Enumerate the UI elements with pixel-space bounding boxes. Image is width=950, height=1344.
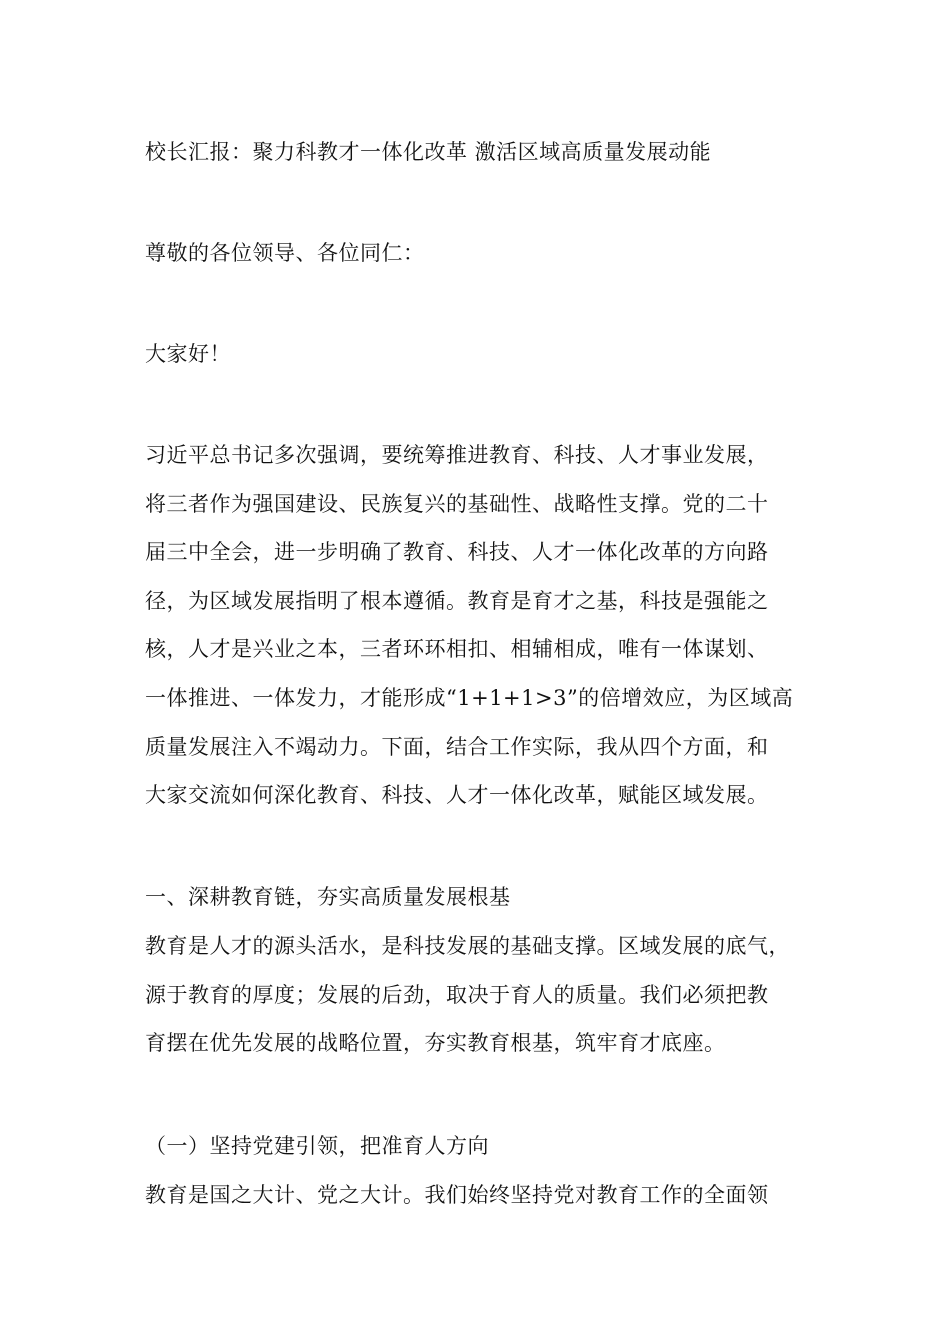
paragraph-line: 质量发展注入不竭动力。下面，结合工作实际，我从四个方面，和 xyxy=(145,734,769,759)
greeting: 大家好！ xyxy=(145,342,231,366)
intro-paragraph xyxy=(145,440,793,829)
paragraph-line: 习近平总书记多次强调，要统筹推进教育、科技、人才事业发展， xyxy=(145,443,769,467)
paragraph-line: 教育是人才的源头活水，是科技发展的基础支撑。区域发展的底气， xyxy=(145,934,790,958)
paragraph-line: 将三者作为强国建设、民族复兴的基础性、战略性支撑。党的二十 xyxy=(145,491,769,516)
paragraph-line: 教育是国之大计、党之大计。我们始终坚持党对教育工作的全面领 xyxy=(145,1183,769,1207)
paragraph-line: 育摆在优先发展的战略位置，夯实教育根基，筑牢育才底座。 xyxy=(145,1031,726,1056)
paragraph-line: 大家交流如何深化教育、科技、人才一体化改革，赋能区域发展。 xyxy=(145,783,769,808)
paragraph-line: 一体推进、一体发力，才能形成“1+1+1>3”的倍增效应，为区域高 xyxy=(145,685,794,710)
paragraph-line: 源于教育的厚度；发展的后劲，取决于育人的质量。我们必须把教 xyxy=(145,982,769,1007)
paragraph-line: 核，人才是兴业之本，三者环环相扣、相辅相成，唯有一体谋划、 xyxy=(145,637,769,662)
paragraph-line: 径，为区域发展指明了根本遵循。教育是育才之基，科技是强能之 xyxy=(145,588,769,613)
subsection-paragraph xyxy=(145,1180,769,1229)
section-heading: 一、深耕教育链，夯实高质量发展根基 xyxy=(145,885,511,909)
salutation: 尊敬的各位领导、各位同仁： xyxy=(145,241,425,265)
paragraph-line: 届三中全会，进一步明确了教育、科技、人才一体化改革的方向路 xyxy=(145,540,769,565)
section-paragraph xyxy=(145,931,790,1077)
document-title: 校长汇报：聚力科教才一体化改革 激活区域高质量发展动能 xyxy=(145,140,712,164)
subsection-heading: （一）坚持党建引领，把准育人方向 xyxy=(145,1134,489,1158)
